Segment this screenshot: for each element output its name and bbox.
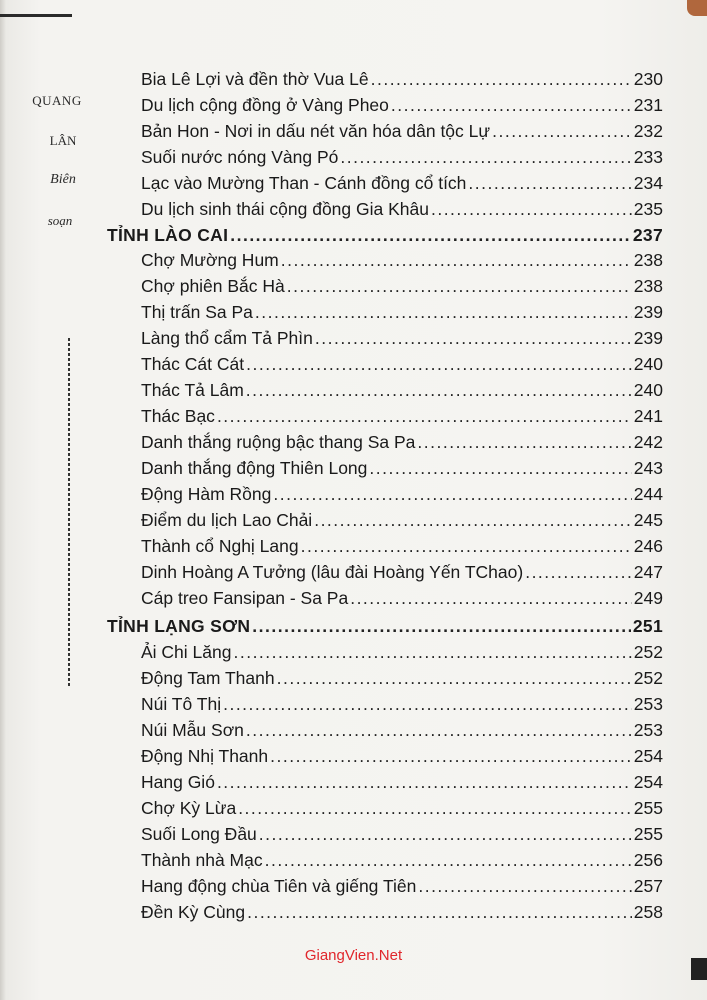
toc-entry[interactable] — [141, 797, 663, 819]
toc-entry-title: Suối Long Đầu — [141, 824, 257, 844]
toc-entry[interactable] — [141, 353, 663, 375]
toc-page-number: 244 — [633, 484, 663, 504]
toc-entry[interactable] — [141, 745, 663, 767]
toc-entry[interactable] — [141, 483, 663, 505]
toc-entry[interactable] — [141, 535, 663, 557]
toc-entry[interactable] — [141, 68, 663, 90]
toc-page-number: 257 — [633, 876, 663, 896]
toc-dot-leader — [265, 849, 632, 871]
toc-page-number: 247 — [633, 562, 663, 582]
toc-page-number: 254 — [633, 772, 663, 792]
toc-entry-title: TỈNH LÀO CAI — [107, 225, 229, 245]
toc-dot-leader — [259, 823, 632, 845]
toc-entry[interactable] — [141, 379, 663, 401]
toc-dot-leader — [340, 146, 631, 168]
toc-entry[interactable] — [141, 249, 663, 271]
side-compiled-label: soạn — [47, 213, 73, 228]
toc-page-number: 239 — [633, 302, 663, 322]
toc-dot-leader — [252, 615, 631, 637]
toc-entry[interactable] — [141, 120, 663, 142]
toc-entry[interactable] — [141, 587, 663, 609]
toc-entry[interactable] — [141, 146, 663, 168]
toc-dot-leader — [246, 353, 632, 375]
toc-entry[interactable] — [141, 198, 663, 220]
toc-entry[interactable] — [141, 719, 663, 741]
toc-page-number: 234 — [633, 173, 663, 193]
toc-section-heading[interactable] — [107, 615, 663, 637]
toc-entry-title: Động Nhị Thanh — [141, 746, 269, 766]
toc-entry-title: Thác Cát Cát — [141, 354, 245, 374]
toc-entry-title: Ải Chi Lăng — [141, 642, 232, 662]
page-gutter-shadow — [0, 0, 6, 1000]
toc-entry-title: Núi Mẫu Sơn — [141, 720, 244, 740]
toc-entry-title: Đền Kỳ Cùng — [141, 902, 246, 922]
toc-entry[interactable] — [141, 875, 663, 897]
toc-dot-leader — [233, 641, 631, 663]
toc-page-number: 238 — [633, 276, 663, 296]
toc-entry-title: Điểm du lịch Lao Chải — [141, 510, 313, 530]
page-corner-top — [687, 0, 707, 16]
toc-page-number: 253 — [633, 694, 663, 714]
toc-entry-title: Thác Tả Lâm — [141, 380, 244, 400]
toc-entry[interactable] — [141, 641, 663, 663]
toc-page-number: 252 — [633, 642, 663, 662]
toc-entry[interactable] — [141, 457, 663, 479]
toc-page-number: 231 — [633, 95, 663, 115]
toc-entry-title: Suối nước nóng Vàng Pó — [141, 147, 339, 167]
toc-dot-leader — [246, 719, 632, 741]
toc-entry-title: Cáp treo Fansipan - Sa Pa — [141, 588, 349, 608]
toc-entry[interactable] — [141, 405, 663, 427]
toc-page-number: 255 — [633, 824, 663, 844]
toc-entry[interactable] — [141, 849, 663, 871]
toc-section-heading[interactable] — [107, 224, 663, 246]
toc-dot-leader — [418, 875, 631, 897]
toc-entry-title: Thác Bạc — [141, 406, 215, 426]
side-editor-label: Biên — [50, 172, 76, 187]
toc-entry-title: Thị trấn Sa Pa — [141, 302, 253, 322]
toc-entry-title: Chợ Kỳ Lừa — [141, 798, 237, 818]
toc-dot-leader — [391, 94, 632, 116]
toc-dot-leader — [492, 120, 632, 142]
toc-entry-title: Hang Gió — [141, 772, 215, 792]
toc-dot-leader — [369, 457, 631, 479]
toc-entry-title: Bản Hon - Nơi in dấu nét văn hóa dân tộc Lự — [141, 121, 491, 141]
toc-entry[interactable] — [141, 771, 663, 793]
toc-page-number: 255 — [633, 798, 663, 818]
toc-dot-leader — [255, 301, 632, 323]
toc-page-number: 235 — [633, 199, 663, 219]
side-author-first: QUANG — [32, 93, 82, 108]
toc-entry[interactable] — [141, 431, 663, 453]
toc-dot-leader — [217, 771, 632, 793]
toc-entry-title: Thành nhà Mạc — [141, 850, 263, 870]
toc-dot-leader — [301, 535, 632, 557]
toc-dot-leader — [287, 275, 632, 297]
side-dotted-rule — [68, 338, 70, 688]
toc-entry[interactable] — [141, 327, 663, 349]
toc-entry-title: Động Tam Thanh — [141, 668, 275, 688]
toc-entry-title: Núi Tô Thị — [141, 694, 222, 714]
header-rule — [0, 14, 72, 17]
toc-entry[interactable] — [141, 301, 663, 323]
toc-page-number: 241 — [633, 406, 663, 426]
toc-dot-leader — [223, 693, 632, 715]
toc-dot-leader — [230, 224, 631, 246]
toc-page-number: 252 — [633, 668, 663, 688]
toc-dot-leader — [314, 509, 632, 531]
toc-page-number: 256 — [633, 850, 663, 870]
toc-dot-leader — [238, 797, 632, 819]
toc-dot-leader — [315, 327, 632, 349]
toc-entry-title: Du lịch sinh thái cộng đồng Gia Khâu — [141, 199, 429, 219]
toc-page-number: 249 — [633, 588, 663, 608]
toc-entry-title: Làng thổ cẩm Tả Phìn — [141, 328, 313, 348]
toc-page-number: 242 — [633, 432, 663, 452]
toc-page-number: 240 — [633, 354, 663, 374]
toc-dot-leader — [246, 379, 632, 401]
toc-dot-leader — [431, 198, 632, 220]
toc-entry[interactable] — [141, 823, 663, 845]
toc-entry-title: Lạc vào Mường Than - Cánh đồng cổ tích — [141, 173, 467, 193]
toc-dot-leader — [247, 901, 632, 923]
toc-page-number: 237 — [632, 225, 663, 245]
toc-entry-title: Chợ Mường Hum — [141, 250, 279, 270]
toc-entry[interactable] — [141, 509, 663, 531]
toc-dot-leader — [525, 561, 632, 583]
toc-page-number: 245 — [633, 510, 663, 530]
toc-dot-leader — [277, 667, 632, 689]
toc-entry[interactable] — [141, 667, 663, 689]
toc-entry[interactable] — [141, 172, 663, 194]
toc-dot-leader — [270, 745, 632, 767]
toc-entry-title: Thành cổ Nghị Lang — [141, 536, 299, 556]
toc-page-number: 239 — [633, 328, 663, 348]
toc-page-number: 254 — [633, 746, 663, 766]
side-author-last: LÂN — [49, 133, 77, 148]
toc-entry-title: Bia Lê Lợi và đền thờ Vua Lê — [141, 69, 369, 89]
toc-page-number: 246 — [633, 536, 663, 556]
toc-dot-leader — [371, 68, 632, 90]
toc-page-number: 253 — [633, 720, 663, 740]
toc-page-number: 243 — [633, 458, 663, 478]
toc-page-number: 232 — [633, 121, 663, 141]
toc-page-number: 240 — [633, 380, 663, 400]
toc-page-number: 233 — [633, 147, 663, 167]
watermark-footer: GiangVien.Net — [304, 947, 403, 964]
toc-page-number: 251 — [632, 616, 663, 636]
toc-entry-title: Dinh Hoàng A Tưởng (lâu đài Hoàng Yến TChao) — [141, 562, 524, 582]
toc-dot-leader — [417, 431, 631, 453]
toc-dot-leader — [217, 405, 632, 427]
toc-entry-title: Động Hàm Rồng — [141, 484, 272, 504]
toc-dot-leader — [350, 587, 632, 609]
toc-entry-title: TỈNH LẠNG SƠN — [107, 616, 251, 636]
toc-dot-leader — [281, 249, 632, 271]
toc-entry[interactable] — [141, 94, 663, 116]
toc-entry-title: Du lịch cộng đồng ở Vàng Pheo — [141, 95, 389, 115]
toc-dot-leader — [273, 483, 631, 505]
toc-entry-title: Danh thắng động Thiên Long — [141, 458, 368, 478]
toc-page-number: 238 — [633, 250, 663, 270]
toc-entry-title: Chợ phiên Bắc Hà — [141, 276, 285, 296]
toc-page-number: 258 — [633, 902, 663, 922]
toc-entry-title: Danh thắng ruộng bậc thang Sa Pa — [141, 432, 416, 452]
toc-page-number: 230 — [633, 69, 663, 89]
toc-entry[interactable] — [141, 561, 663, 583]
toc-entry[interactable] — [141, 275, 663, 297]
toc-dot-leader — [468, 172, 631, 194]
toc-entry-title: Hang động chùa Tiên và giếng Tiên — [141, 876, 417, 896]
toc-entry[interactable] — [141, 693, 663, 715]
toc-entry[interactable] — [141, 901, 663, 923]
